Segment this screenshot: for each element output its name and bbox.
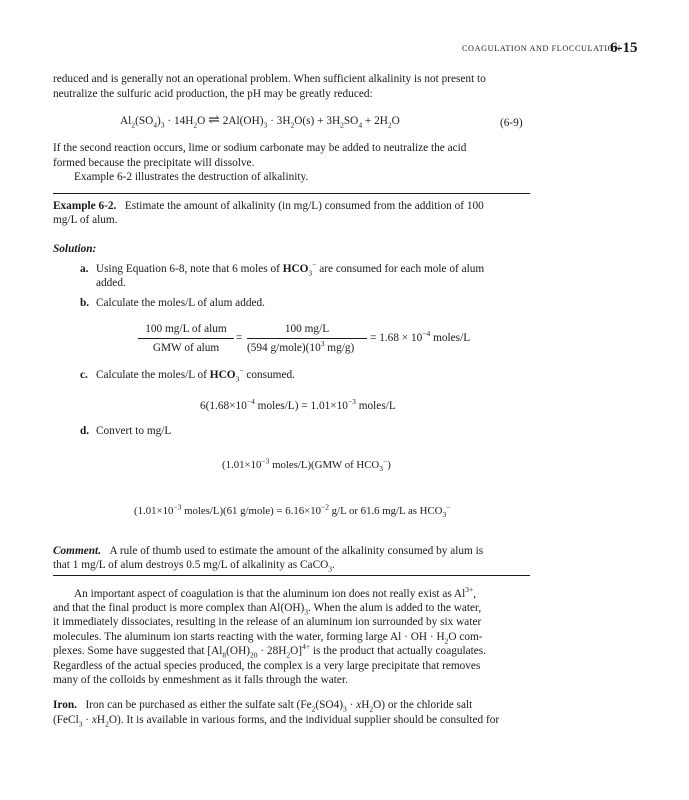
frac-equals: = bbox=[236, 332, 243, 344]
para3-line-3: it immediately dissociates, resulting in the release of an aluminum ion surrounded by six water bbox=[53, 616, 482, 628]
iron-line-2: (FeCl$_3$ · $xH_2O$). It is available in various forms, and the individual supplier should be consulted for bbox=[53, 714, 500, 729]
example-label: Example 6-2. bbox=[53, 200, 117, 212]
example-statement-line-1: Example 6-2. Estimate the amount of alkalinity (in mg/L) consumed from the addition of 100 bbox=[53, 200, 484, 212]
step-c-label: c. bbox=[80, 369, 88, 381]
equilibrium-arrow: ⇌ bbox=[208, 113, 220, 128]
comment-label: Comment. bbox=[53, 545, 102, 557]
page-number: 6-15 bbox=[610, 40, 638, 56]
iron-label: Iron. bbox=[53, 699, 77, 711]
para3-line-6: Regardless of the actual species produced, the complex is a very large precipitate that removes bbox=[53, 660, 481, 672]
example-bottom-rule bbox=[53, 575, 530, 576]
step-a-line-1: Using Equation 6-8, note that 6 moles of $HCO_3^-$ are consumed for each mole of alum bbox=[96, 260, 485, 278]
intro-line-1: reduced and is generally not an operational problem. When sufficient alkalinity is not present to bbox=[53, 73, 486, 85]
equation-number: (6-9) bbox=[500, 117, 523, 129]
step-d-equation-2: ($1.01\times 10^{-3}$ moles/L)(61 g/mole) = $6.16\times 10^{-2}$ g/L or 61.6 mg/L as $HCO_3^-$ bbox=[134, 502, 451, 520]
step-d-text: Convert to mg/L bbox=[96, 425, 172, 437]
para3-line-7: many of the colloids by enmeshment as it falls through the water. bbox=[53, 674, 348, 686]
para3-line-1: An important aspect of coagulation is that the aluminum ion does not really exist as $Al^{3+}$, bbox=[74, 585, 477, 600]
example-top-rule bbox=[53, 193, 530, 194]
step-b-text: Calculate the moles/L of alum added. bbox=[96, 297, 265, 309]
frac2-bar bbox=[247, 338, 367, 339]
para2-line-2: formed because the precipitate will dissolve. bbox=[53, 157, 255, 169]
comment-line-2: that 1 mg/L of alum destroys 0.5 mg/L of alkalinity as CaCO$_3$. bbox=[53, 559, 335, 574]
running-header-title: COAGULATION AND FLOCCULATION bbox=[462, 44, 621, 53]
step-c-text: Calculate the moles/L of $HCO_3^-$ consumed. bbox=[96, 366, 295, 384]
step-b-label: b. bbox=[80, 297, 90, 309]
para3-line-2: and that the final product is more complex than $Al(OH)_3$. When the alum is added to the water, bbox=[53, 602, 482, 617]
frac1-numerator: 100 mg/L of alum bbox=[145, 323, 227, 335]
intro-line-2: neutralize the sulfuric acid production, the pH may be greatly reduced: bbox=[53, 88, 373, 100]
step-a-line-2: added. bbox=[96, 277, 126, 289]
step-c-equation: $6(1.68\times 10^{-4}$ moles/L) = $1.01\times 10^{-3}$ moles/L bbox=[200, 397, 396, 412]
para2-line-1: If the second reaction occurs, lime or sodium carbonate may be added to neutralize the acid bbox=[53, 142, 467, 154]
solution-label: Solution: bbox=[53, 243, 97, 255]
example-statement-line-2: mg/L of alum. bbox=[53, 214, 118, 226]
frac1-bar bbox=[138, 338, 234, 339]
para3-line-5: plexes. Some have suggested that $[Al_8(OH)_{20} \cdot 28H_2O]^{4+}$ is the product that actually coagulates. bbox=[53, 642, 487, 660]
para2-line-3: Example 6-2 illustrates the destruction of alkalinity. bbox=[74, 171, 309, 183]
step-a-label: a. bbox=[80, 263, 89, 275]
step-b-result: = $1.68 \times 10^{-4}$ moles/L bbox=[370, 329, 471, 344]
iron-line-1: Iron. Iron can be purchased as either the sulfate salt $(Fe_2(SO4)_3 \cdot xH_2O)$ or the chloride salt bbox=[53, 699, 473, 714]
step-d-label: d. bbox=[80, 425, 90, 437]
frac2-numerator: 100 mg/L bbox=[284, 323, 330, 335]
frac2-denominator: (594 $g/mole)(10^3$ mg/g) bbox=[247, 339, 355, 354]
para3-line-4: molecules. The aluminum ion starts reacting with the water, forming large Al · OH · $H_2O$ com- bbox=[53, 631, 483, 646]
equation-6-9: $Al_2(SO_4)_3 \cdot 14H_2O$ ⇌ $2Al(OH)_3 \cdot 3H_2O(s) + 3H_2SO_4 + 2H_2O$ bbox=[120, 113, 400, 130]
step-d-equation-1: ($1.01\times 10^{-3}$ moles/L)(GMW of $HCO_3^-$) bbox=[222, 456, 391, 474]
comment-line-1: Comment. A rule of thumb used to estimate the amount of the alkalinity consumed by alum is bbox=[53, 545, 484, 557]
frac1-denominator: GMW of alum bbox=[152, 342, 220, 354]
